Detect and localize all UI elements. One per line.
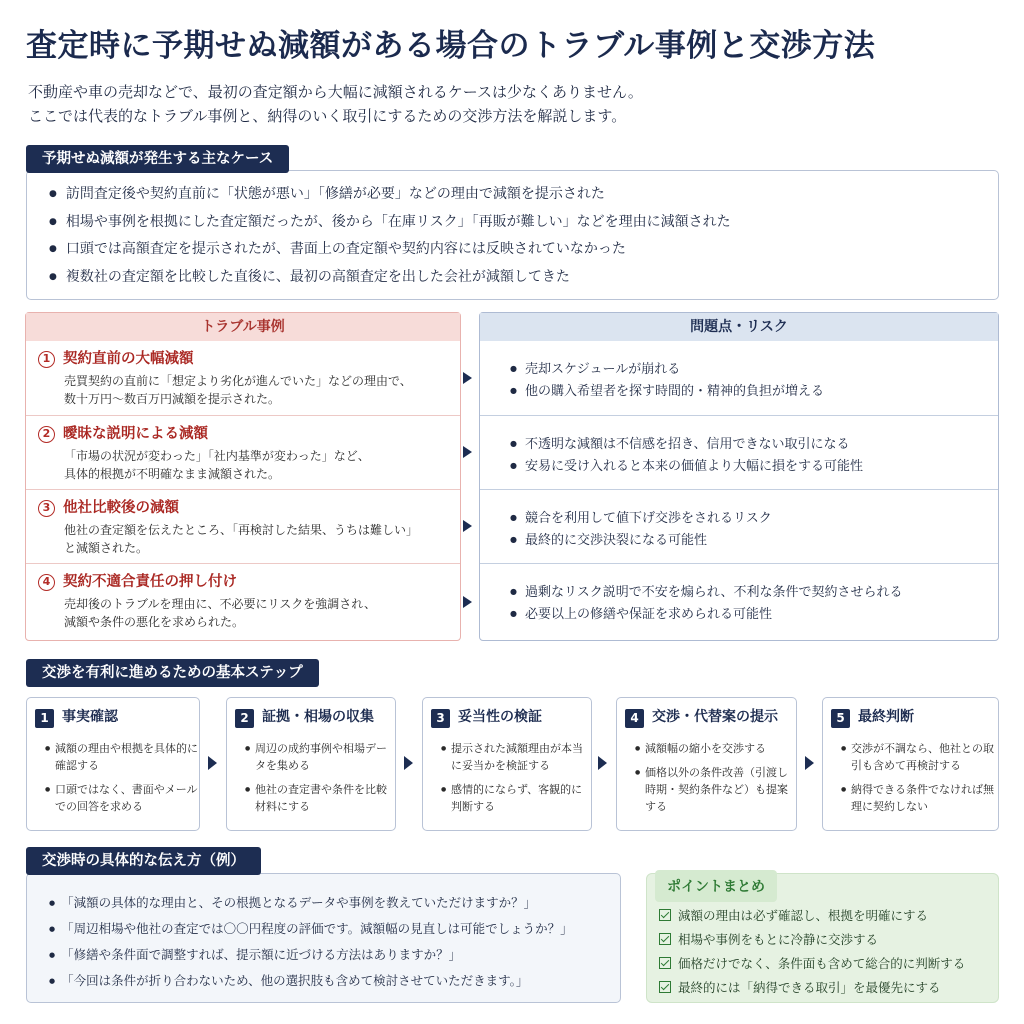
- phrases-list: [49, 890, 620, 994]
- step-point: ● 周辺の成約事例や相場データを集める: [245, 740, 395, 774]
- desc-line: と減額された。: [64, 541, 149, 555]
- trouble-item: [26, 415, 460, 489]
- risk-line: ● 過剰なリスク説明で不安を煽られ、不利な条件で契約させられる: [510, 581, 998, 603]
- risk-line: ● 必要以上の修繕や保証を求められる可能性: [510, 603, 998, 625]
- step-title: 事実確認: [62, 709, 118, 725]
- phrases-section-label: 交渉時の具体的な伝え方（例）: [26, 847, 261, 875]
- step-title: 証拠・相場の収集: [262, 709, 374, 725]
- point-text: 最終的には「納得できる取引」を最優先にする: [678, 980, 941, 995]
- step-point: ● 感情的にならず、客観的に判断する: [441, 781, 591, 815]
- case-item: ● 訪問査定後や契約直前に「状態が悪い」「修繕が必要」などの理由で減額を提示された: [49, 181, 998, 209]
- step-points: [625, 740, 796, 815]
- trouble-header: トラブル事例: [26, 313, 460, 341]
- step-point: ● 減額幅の縮小を交渉する: [635, 740, 796, 757]
- points-list: [659, 904, 965, 1000]
- step-point: ● 減額の理由や根拠を具体的に確認する: [45, 740, 199, 774]
- step-number: 5: [831, 709, 850, 728]
- intro-line: 不動産や車の売却などで、最初の査定額から大幅に減額されるケースは少なくありません。: [28, 83, 643, 101]
- desc-line: 他社の査定額を伝えたところ、「再検討した結果、うちは難しい」: [64, 523, 419, 537]
- risk-item: [480, 415, 998, 489]
- step-title: 最終判断: [858, 709, 914, 725]
- arrow-right-icon: [463, 520, 472, 532]
- arrow-right-icon: [463, 446, 472, 458]
- step-points: [831, 740, 998, 815]
- case-item: ● 複数社の査定額を比較した直後に、最初の高額査定を出した会社が減額してきた: [49, 264, 998, 292]
- risk-line: ● 競合を利用して値下げ交渉をされるリスク: [510, 507, 998, 529]
- steps-section-label: 交渉を有利に進めるための基本ステップ: [26, 659, 319, 687]
- step-title: 妥当性の検証: [458, 709, 542, 725]
- step-point: ● 他社の査定書や条件を比較材料にする: [245, 781, 395, 815]
- step-point: ● 納得できる条件でなければ無理に契約しない: [841, 781, 998, 815]
- trouble-desc: [64, 372, 460, 408]
- cases-list: [49, 181, 998, 291]
- step-points: [235, 740, 395, 815]
- phrase-item: ● 「修繕や条件面で調整すれば、提示額に近づける方法はありますか？」: [49, 942, 620, 968]
- trouble-desc: [64, 521, 460, 557]
- trouble-number: 4: [38, 574, 55, 591]
- checkbox-icon: [659, 981, 671, 993]
- step-title: 交渉・代替案の提示: [652, 709, 778, 725]
- trouble-desc: [64, 447, 460, 483]
- step-card: [226, 697, 396, 831]
- risk-line: ● 売却スケジュールが崩れる: [510, 358, 998, 380]
- point-item: [659, 952, 965, 976]
- arrow-right-icon: [463, 596, 472, 608]
- arrow-right-icon: [805, 756, 814, 770]
- points-title: ポイントまとめ: [655, 870, 777, 902]
- desc-line: 数十万円〜数百万円減額を提示された。: [64, 392, 281, 406]
- risk-header: 問題点・リスク: [480, 313, 998, 341]
- point-text: 減額の理由は必ず確認し、根拠を明確にする: [678, 908, 929, 923]
- trouble-title: 曖昧な説明による減額: [63, 426, 208, 442]
- checkbox-icon: [659, 909, 671, 921]
- point-item: [659, 976, 965, 1000]
- trouble-number: 3: [38, 500, 55, 517]
- point-text: 価格だけでなく、条件面も含めて総合的に判断する: [678, 956, 966, 971]
- desc-line: 具体的根拠が不明確なまま減額された。: [64, 467, 281, 481]
- checkbox-icon: [659, 957, 671, 969]
- risk-line: ● 安易に受け入れると本来の価値より大幅に損をする可能性: [510, 455, 998, 477]
- cases-box: [26, 170, 999, 300]
- step-points: [35, 740, 199, 815]
- page-title: 査定時に予期せぬ減額がある場合のトラブル事例と交渉方法: [26, 28, 876, 64]
- step-number: 4: [625, 709, 644, 728]
- trouble-desc: [64, 595, 460, 631]
- case-item: ● 口頭では高額査定を提示されたが、書面上の査定額や契約内容には反映されていなかった: [49, 236, 998, 264]
- intro-line: ここでは代表的なトラブル事例と、納得のいく取引にするための交渉方法を解説します。: [28, 107, 627, 125]
- step-point: ● 交渉が不調なら、他社との取引も含めて再検討する: [841, 740, 998, 774]
- phrases-box: [26, 873, 621, 1003]
- point-item: [659, 904, 965, 928]
- desc-line: 売却後のトラブルを理由に、不必要にリスクを強調され、: [64, 597, 377, 611]
- risk-line: ● 最終的に交渉決裂になる可能性: [510, 529, 998, 551]
- arrow-right-icon: [598, 756, 607, 770]
- phrase-item: ● 「周辺相場や他社の査定では〇〇円程度の評価です。減額幅の見直しは可能でしょうか？」: [49, 916, 620, 942]
- trouble-title: 契約不適合責任の押し付け: [63, 574, 237, 590]
- trouble-item: [26, 489, 460, 563]
- trouble-item: [26, 341, 460, 415]
- trouble-title: 他社比較後の減額: [63, 500, 179, 516]
- desc-line: 減額や条件の悪化を求められた。: [64, 615, 245, 629]
- trouble-number: 1: [38, 351, 55, 368]
- desc-line: 売買契約の直前に「想定より劣化が進んでいた」などの理由で、: [64, 374, 412, 388]
- step-card: [616, 697, 797, 831]
- step-points: [431, 740, 591, 815]
- step-card: [422, 697, 592, 831]
- phrase-item: ● 「今回は条件が折り合わないため、他の選択肢も含めて検討させていただきます。」: [49, 968, 620, 994]
- phrase-item: ● 「減額の具体的な理由と、その根拠となるデータや事例を教えていただけますか？」: [49, 890, 620, 916]
- arrow-right-icon: [404, 756, 413, 770]
- checkbox-icon: [659, 933, 671, 945]
- desc-line: 「市場の状況が変わった」「社内基準が変わった」など、: [64, 449, 370, 463]
- point-item: [659, 928, 965, 952]
- arrow-right-icon: [463, 372, 472, 384]
- arrow-right-icon: [208, 756, 217, 770]
- intro-text: [28, 80, 643, 128]
- step-point: ● 提示された減額理由が本当に妥当かを検証する: [441, 740, 591, 774]
- risk-item: [480, 341, 998, 415]
- trouble-column: [25, 312, 461, 641]
- points-summary-box: [646, 873, 999, 1003]
- step-number: 1: [35, 709, 54, 728]
- step-number: 3: [431, 709, 450, 728]
- risk-line: ● 不透明な減額は不信感を招き、信用できない取引になる: [510, 433, 998, 455]
- step-card: [26, 697, 200, 831]
- risk-item: [480, 489, 998, 563]
- point-text: 相場や事例をもとに冷静に交渉する: [678, 932, 879, 947]
- trouble-number: 2: [38, 426, 55, 443]
- risk-column: [479, 312, 999, 641]
- risk-line: ● 他の購入希望者を探す時間的・精神的負担が増える: [510, 380, 998, 402]
- trouble-title: 契約直前の大幅減額: [63, 351, 194, 367]
- step-number: 2: [235, 709, 254, 728]
- step-point: ● 口頭ではなく、書面やメールでの回答を求める: [45, 781, 199, 815]
- cases-section-label: 予期せぬ減額が発生する主なケース: [26, 145, 289, 173]
- step-point: ● 価格以外の条件改善（引渡し時期・契約条件など）も提案する: [635, 764, 796, 815]
- case-item: ● 相場や事例を根拠にした査定額だったが、後から「在庫リスク」「再販が難しい」などを理由に減額された: [49, 209, 998, 237]
- step-card: [822, 697, 999, 831]
- trouble-item: [26, 563, 460, 637]
- risk-item: [480, 563, 998, 637]
